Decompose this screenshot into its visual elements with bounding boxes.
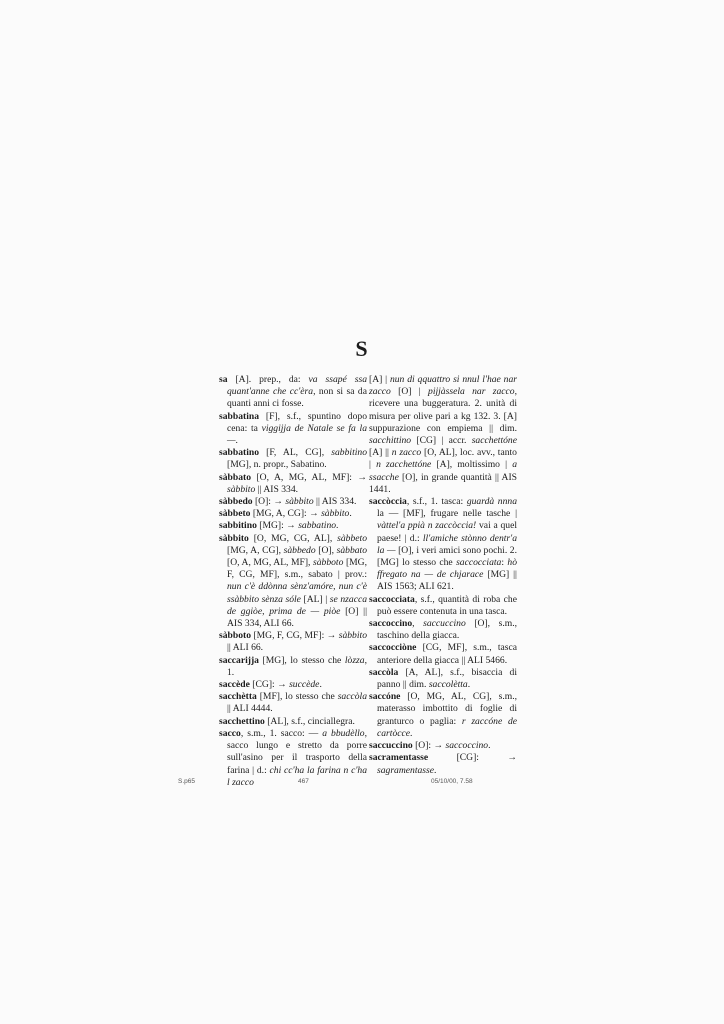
entry-text: [A]. prep., da:	[227, 374, 309, 385]
right-column	[369, 374, 517, 777]
dictionary-entry	[219, 374, 367, 411]
dictionary-entry	[219, 411, 367, 448]
entry-headword: sàbbito	[219, 532, 249, 544]
dictionary-entry	[369, 594, 517, 618]
entry-italic-text: sàbbito	[321, 508, 350, 520]
entry-text: .	[235, 435, 238, 447]
entry-text: , 1.	[227, 654, 367, 678]
entry-text: , s.f., quantità di roba che può essere contenuta in una tasca.	[377, 593, 517, 617]
entry-italic-text: a ssacche	[369, 459, 517, 483]
entry-text: [O, MG, CG, AL],	[248, 532, 338, 544]
entry-italic-text: nun c'è ddònna sènz'amóre, nun c'è ssàbbito sènza sóle	[227, 581, 367, 605]
entry-text: [MG, F, CG, MF]: →	[251, 630, 339, 642]
dictionary-entry	[369, 752, 517, 776]
entry-text: , sacco lungo e stretto da porre sull'asino per il trasporto della farina | d.:	[227, 727, 367, 776]
entry-text: .	[410, 727, 413, 739]
entry-text: [O]: →	[412, 740, 446, 752]
entry-text: [O]: →	[252, 496, 286, 508]
entry-text: , non si sa da quanti anni ci fosse.	[227, 386, 367, 410]
entry-italic-text: saccoccino	[445, 740, 489, 752]
entry-headword: sa	[219, 374, 228, 385]
entry-text: [F, AL, CG],	[259, 447, 332, 459]
dictionary-entry	[219, 716, 367, 728]
entry-text: [F], s.f., spuntino dopo cena: ta	[227, 410, 367, 434]
entry-italic-text: sàbboto	[313, 557, 344, 569]
entry-italic-text: sàbbito	[227, 483, 256, 495]
entry-text: la — [MF], frugare nelle tasche |	[377, 508, 517, 520]
entry-italic-text: sagramentasse	[377, 764, 435, 776]
section-letter: S	[355, 336, 369, 361]
entry-text: [CG]: →	[428, 752, 517, 764]
entry-headword: sacchettino	[219, 715, 265, 727]
entry-headword: saccuccino	[369, 740, 413, 752]
entry-headword: sabbatino	[219, 447, 259, 459]
dictionary-entry	[219, 447, 367, 471]
entry-text: [MG, F, CG, MF], s.m., sabato | prov.:	[227, 557, 367, 581]
entry-italic-text: se nzacca de ggiòe, prima de — piòe	[227, 593, 368, 617]
entry-italic-text: pijjàssela nar zacco	[428, 386, 515, 398]
entry-italic-text: sàbbito	[285, 496, 314, 508]
entry-headword: saccoccino	[369, 618, 413, 630]
entry-text: .	[319, 679, 322, 691]
entry-italic-text: sàbbito	[338, 630, 367, 642]
entry-headword: saccocciòne	[369, 642, 417, 654]
entry-italic-text: viggijja de Natale se fa la —	[227, 422, 367, 447]
entry-italic-text: hò ffregato na — de chjarace	[377, 557, 517, 581]
entry-text: ,	[412, 618, 424, 630]
entry-headword: sacramentasse	[369, 752, 429, 764]
entry-text: [CG] | accr.	[411, 435, 472, 447]
dictionary-entry	[369, 374, 517, 496]
entry-text: [O, A, MG, AL, MF],	[227, 557, 314, 569]
entry-italic-text: sàbbato	[336, 544, 368, 556]
entry-italic-text: a bbudèllo	[322, 727, 365, 739]
entry-text: [O],	[315, 544, 337, 556]
dictionary-entry	[369, 642, 517, 666]
entry-italic-text: sacchettóne	[471, 435, 517, 447]
entry-text: :	[501, 557, 508, 569]
entry-text: .	[467, 679, 471, 691]
entry-headword: saccocciata	[369, 593, 415, 605]
entry-italic-text: ll'amiche stònno dentr'a la —	[377, 532, 517, 556]
dictionary-entry	[369, 618, 517, 642]
entry-italic-text: guardà nnna	[466, 496, 517, 508]
footer-timestamp: 05/10/00, 7.58	[431, 778, 473, 785]
entry-text: [O], in grande quantità || AIS 1441.	[369, 471, 517, 495]
entry-text: [MG, A, CG],	[227, 544, 284, 556]
entry-text: , s.m., 1. sacco: —	[240, 727, 323, 739]
dictionary-entry	[219, 520, 367, 532]
entry-headword: sacco	[219, 727, 241, 739]
dictionary-entry	[219, 630, 367, 654]
entry-text: [O, MG, AL, CG], s.m., materasso imbottito di foglie di granturco o paglia:	[377, 691, 517, 727]
entry-text: [MG]: →	[256, 520, 299, 532]
entry-headword: saccède	[219, 679, 250, 691]
entry-text: [A, AL], s.f., bisaccia di panno || dim.	[377, 666, 517, 691]
entry-italic-text: sabbatino	[298, 520, 337, 532]
entry-text: [MF], lo stesso che	[256, 691, 338, 703]
entry-text: , s.f., 1. tasca:	[406, 496, 467, 508]
entry-italic-text: sàbbedo	[283, 544, 316, 556]
entry-text: [MG], lo stesso che	[258, 654, 345, 666]
entry-text: || AIS 334.	[313, 496, 357, 508]
entry-text: [CG, MF], s.m., tasca anteriore della giacca || ALI 5466.	[377, 642, 517, 666]
entry-text: [A], moltissimo |	[431, 459, 513, 471]
entry-headword: saccarijja	[219, 654, 259, 666]
entry-headword: sàbbeto	[219, 508, 251, 520]
entry-text: [AL], s.f., cinciallegra.	[264, 715, 355, 727]
entry-text: [O] || AIS 334, ALI 66.	[227, 605, 367, 630]
entry-italic-text: lòzza	[344, 654, 365, 666]
entry-italic-text: va ssapé ssa quant'anne che cc'èra	[227, 374, 368, 398]
entry-italic-text: n zacco	[391, 447, 422, 459]
entry-italic-text: saccuccino	[423, 618, 466, 630]
entry-headword: saccòla	[369, 666, 399, 678]
entry-headword: saccóne	[369, 691, 401, 703]
entry-text: [O], s.m., taschino della giacca.	[377, 618, 518, 642]
entry-text: [O] |	[390, 386, 429, 398]
entry-italic-text: saccolètta	[428, 679, 468, 691]
entry-text: [O, AL], loc. avv., tanto |	[369, 447, 517, 471]
entry-text: .	[434, 764, 437, 776]
dictionary-entry	[219, 691, 367, 715]
footer-page-number: 467	[298, 778, 309, 785]
dictionary-entry	[219, 508, 367, 520]
dictionary-entry	[219, 728, 367, 789]
entry-text: [AL] |	[300, 593, 330, 605]
entry-headword: sàbbedo	[219, 496, 253, 508]
entry-text: .	[336, 520, 339, 532]
entry-text: , ricevere una buggeratura. 2. unità di misura per olive pari a kg 132. 3. [A] suppurazione con empiema || dim.	[369, 386, 517, 434]
entry-italic-text: sabbitino	[331, 447, 367, 459]
entry-italic-text: saccocciata	[456, 557, 502, 569]
dictionary-entry	[369, 667, 517, 691]
entry-text: [MG], n. propr., Sabatino.	[227, 459, 327, 471]
entry-text: [O, A, MG, AL, MF]: →	[251, 471, 367, 483]
entry-italic-text: succède	[289, 679, 320, 691]
entry-headword: sacchètta	[219, 691, 257, 703]
dictionary-entry	[219, 679, 367, 691]
entry-text: .	[349, 508, 352, 520]
entry-italic-text: saccòla	[337, 691, 367, 703]
entry-italic-text: n zacchettóne	[376, 459, 432, 471]
entry-text: [A] |	[369, 374, 390, 385]
entry-italic-text: r zaccóne de cartòcce	[377, 715, 518, 739]
entry-italic-text: vàttel'a ppià n zaccòccia!	[377, 520, 477, 532]
entry-italic-text: nun di qquattro si nnul l'hae nar zacco	[369, 374, 517, 398]
entry-text: || ALI 4444.	[227, 703, 273, 715]
dictionary-entry	[219, 472, 367, 496]
dictionary-entry	[219, 655, 367, 679]
entry-text: || ALI 66.	[227, 642, 264, 654]
dictionary-entry	[369, 496, 517, 594]
entry-headword: sabbatina	[219, 410, 259, 422]
entry-italic-text: sàbbeto	[337, 532, 367, 544]
entry-italic-text: sacchittino	[369, 435, 412, 447]
entry-text: [MG, A, CG]: →	[250, 508, 322, 520]
left-column	[219, 374, 367, 789]
entry-text: vai a quel paese! | d.:	[377, 520, 517, 544]
entry-headword: sàbbato	[219, 471, 251, 483]
entry-italic-text: chi cc'ha la farina n c'ha l zacco	[227, 764, 367, 788]
entry-headword: sàbboto	[219, 630, 251, 642]
entry-text: [A] ||	[369, 447, 392, 459]
entry-text: .	[488, 740, 491, 752]
entry-text: || AIS 334.	[255, 483, 299, 495]
entry-text: [O], i veri amici sono pochi. 2. [MG] lo stesso che	[377, 544, 517, 569]
dictionary-entry	[369, 740, 517, 752]
entry-text: [CG]: →	[249, 679, 290, 691]
entry-text: [MG] || AIS 1563; ALI 621.	[377, 569, 517, 593]
entry-headword: saccòccia	[369, 496, 407, 508]
entry-headword: sabbitino	[219, 520, 257, 532]
dictionary-entry	[369, 691, 517, 740]
dictionary-entry	[219, 496, 367, 508]
dictionary-entry	[219, 533, 367, 631]
footer-filename: S.p65	[178, 778, 195, 785]
